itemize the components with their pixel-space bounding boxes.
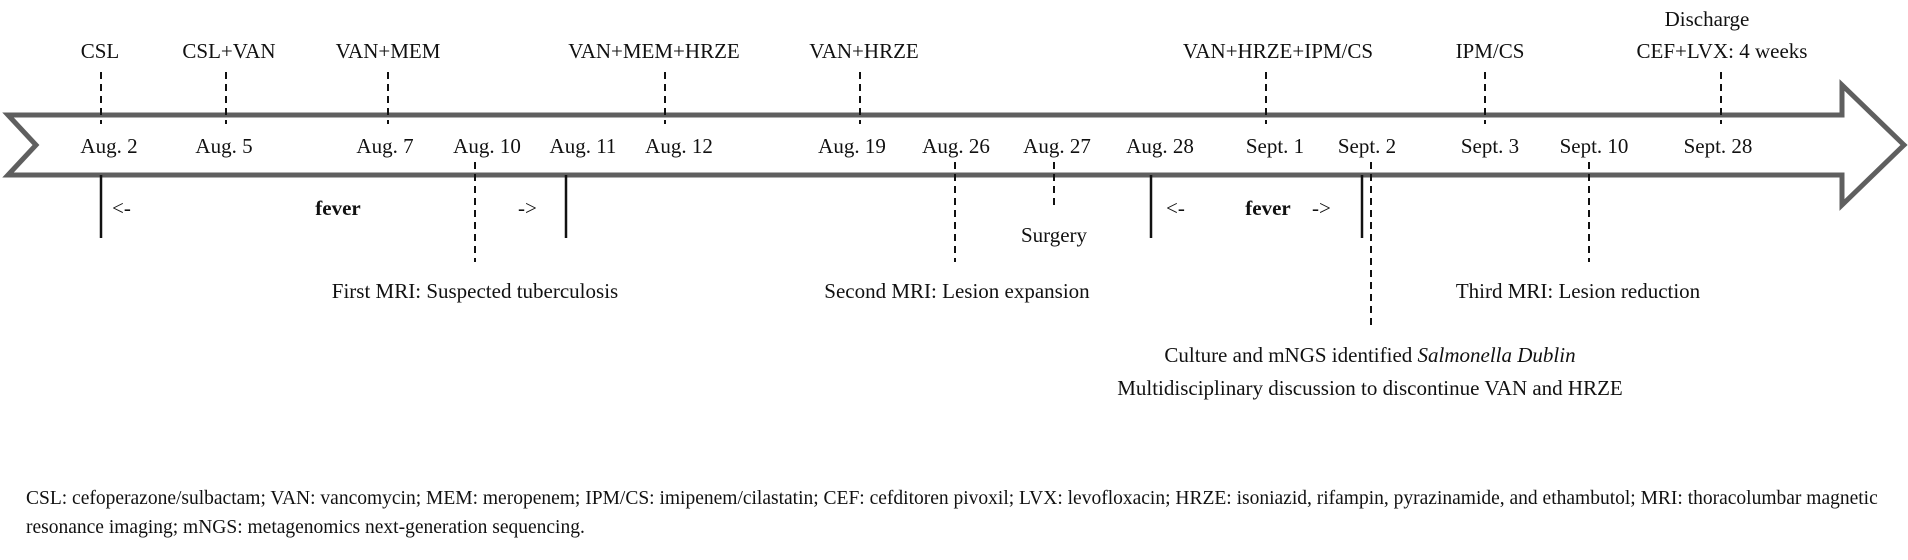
date-sept-1: Sept. 1 [1245, 134, 1305, 158]
culture-prefix: Culture and mNGS identified [1164, 343, 1418, 367]
date-aug-2: Aug. 2 [80, 134, 138, 158]
date-aug-11: Aug. 11 [549, 134, 617, 158]
drug-csl-van: CSL+VAN [182, 39, 276, 63]
drug-van-hrze: VAN+HRZE [809, 39, 919, 63]
fever1-arrow-right: -> [518, 196, 537, 220]
date-aug-19: Aug. 19 [818, 134, 886, 158]
fever2-arrow-right: -> [1312, 196, 1331, 220]
fever2-label: fever [1245, 196, 1291, 220]
culture-organism: Salmonella Dublin [1417, 343, 1576, 367]
drug-cef-lvx: CEF+LVX: 4 weeks [1636, 39, 1808, 63]
date-aug-27: Aug. 27 [1023, 134, 1091, 158]
date-aug-26: Aug. 26 [922, 134, 990, 158]
date-sept-2: Sept. 2 [1337, 134, 1397, 158]
mri1-label: First MRI: Suspected tuberculosis [331, 279, 619, 303]
date-aug-28: Aug. 28 [1126, 134, 1194, 158]
drug-van-mem-hrze: VAN+MEM+HRZE [568, 39, 740, 63]
discussion-line: Multidisciplinary discussion to discontinue VAN and HRZE [1117, 376, 1623, 400]
fever2-arrow-left: <- [1166, 196, 1185, 220]
fever1-arrow-left: <- [112, 196, 131, 220]
date-sept-3: Sept. 3 [1460, 134, 1520, 158]
culture-finding-line [1164, 343, 1575, 367]
mri3-label: Third MRI: Lesion reduction [1455, 279, 1701, 303]
fever1-label: fever [315, 196, 361, 220]
date-aug-12: Aug. 12 [645, 134, 713, 158]
date-aug-5: Aug. 5 [195, 134, 253, 158]
date-aug-10: Aug. 10 [453, 134, 521, 158]
drug-ipm-cs: IPM/CS [1455, 39, 1525, 63]
date-aug-7: Aug. 7 [356, 134, 414, 158]
drug-van-hrze-ipm: VAN+HRZE+IPM/CS [1182, 39, 1374, 63]
abbreviation-legend: CSL: cefoperazone/sulbactam; VAN: vancomycin; MEM: meropenem; IPM/CS: imipenem/cilastatin; CEF: cefditoren pivoxil; LVX: levofloxacin; HRZE: isoniazid, rifampin, pyrazinamide, and ethambutol; MRI: thoracolumbar magnetic resonance imaging; mNGS: metagenomics next-generation sequencing. [26, 488, 1878, 538]
date-sept-28: Sept. 28 [1683, 134, 1753, 158]
discharge-label: Discharge [1664, 7, 1750, 31]
drug-csl: CSL [80, 39, 120, 63]
date-sept-10: Sept. 10 [1559, 134, 1629, 158]
mri2-label: Second MRI: Lesion expansion [824, 279, 1090, 303]
drug-van-mem: VAN+MEM [335, 39, 441, 63]
surgery-label: Surgery [1020, 223, 1088, 247]
